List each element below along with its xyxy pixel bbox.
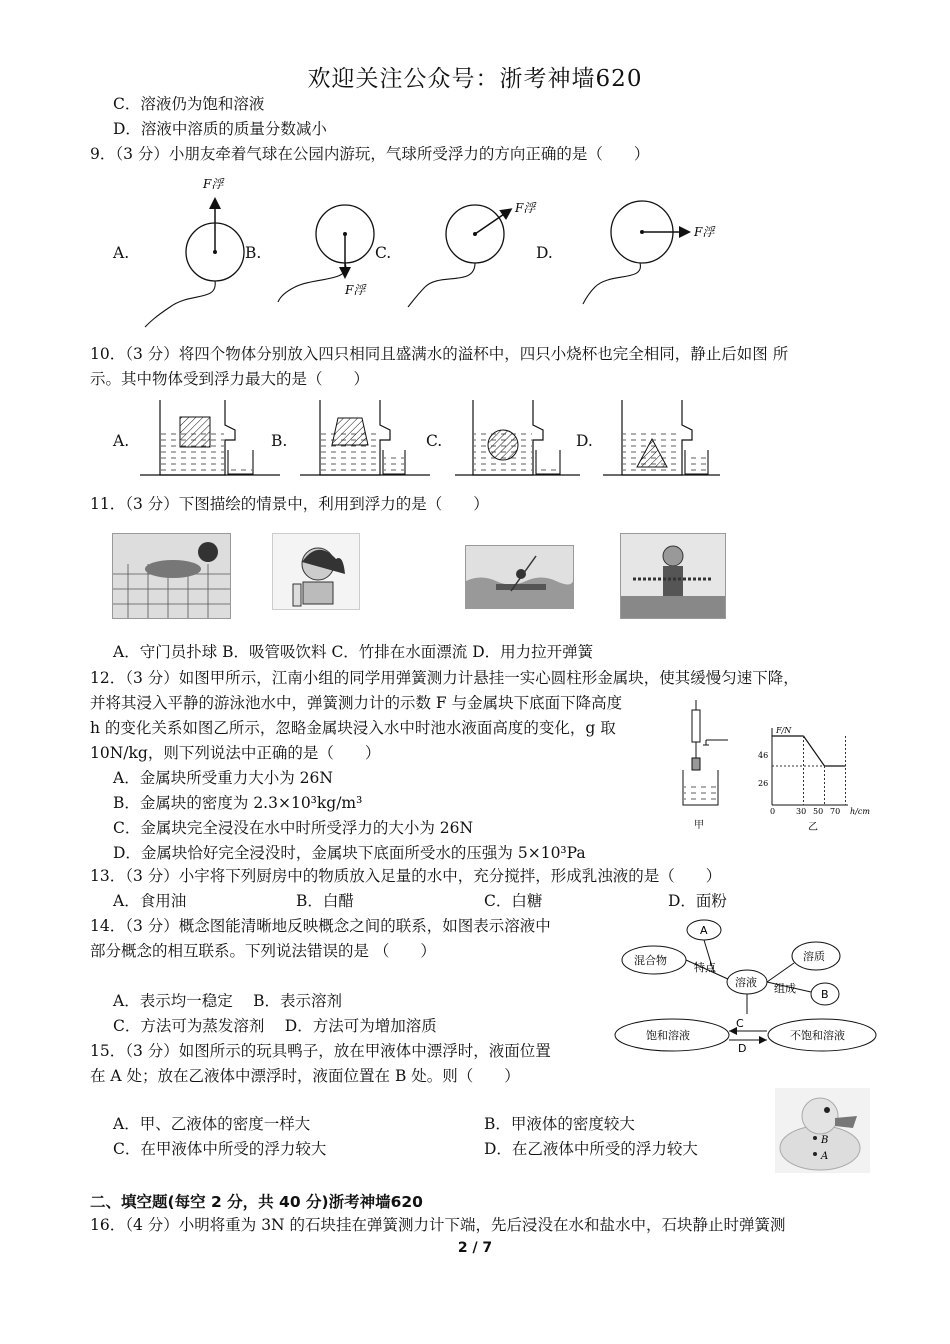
q14-concept-diagram [612, 918, 877, 1058]
node-saturated: 饱和溶液 [646, 1029, 690, 1042]
cup-d-icon [603, 400, 720, 475]
q12-option-b: B．金属块的密度为 2.3×10³kg/m³ [113, 794, 363, 812]
balloon-c-icon [408, 205, 510, 307]
q13-option-b: B．白醋 [296, 892, 354, 910]
force-depth-graph [772, 728, 848, 805]
label-d: D [738, 1042, 747, 1055]
q13-option-a: A．食用油 [113, 892, 187, 910]
q12-figures [680, 700, 870, 835]
balloon-d-icon [583, 201, 688, 304]
cup-b-icon [300, 400, 430, 475]
q12-stem-line4: 10N/kg，则下列说法中正确的是（ ） [90, 744, 381, 762]
q9-label-b: B. [245, 244, 262, 262]
page-header: 欢迎关注公众号：浙考神墙620 [307, 66, 643, 92]
q15-option-b: B．甲液体的密度较大 [484, 1115, 635, 1133]
q13-option-c: C．白糖 [484, 892, 543, 910]
graph-xlabel: h/cm [850, 807, 870, 816]
node-unsaturated: 不饱和溶液 [790, 1029, 845, 1042]
graph-xtick-0: 0 [770, 807, 776, 816]
q10-label-a: A. [113, 432, 130, 450]
q9-force-label-a: F浮 [203, 177, 224, 191]
node-b: B [821, 988, 829, 1001]
q15-option-a: A．甲、乙液体的密度一样大 [113, 1115, 311, 1133]
q8-option-c: C．溶液仍为饱和溶液 [113, 95, 265, 113]
q12-fig-jia-label: 甲 [694, 820, 704, 831]
q15-stem-line2: 在 A 处；放在乙液体中漂浮时，液面位置在 B 处。则（ ） [90, 1067, 520, 1085]
graph-ytick-26: 26 [758, 779, 769, 788]
bamboo-raft-image [465, 545, 574, 609]
cup-a-icon [140, 400, 280, 475]
q9-stem: 9．（3 分）小朋友牵着气球在公园内游玩，气球所受浮力的方向正确的是（ ） [90, 145, 650, 163]
q12-option-c: C．金属块完全浸没在水中时所受浮力的大小为 26N [113, 819, 474, 837]
node-solution: 溶液 [735, 976, 757, 989]
goalkeeper-image [112, 533, 231, 619]
balloon-a-icon [145, 200, 244, 327]
graph-ylabel: F/N [776, 726, 792, 735]
q12-stem-line3: h 的变化关系如图乙所示，忽略金属块浸入水中时池水液面高度的变化，g 取 [90, 719, 616, 737]
label-feature: 特点 [694, 961, 716, 974]
q11-options: A．守门员扑球 B．吸管吸饮料 C．竹排在水面漂流 D．用力拉开弹簧 [113, 643, 594, 661]
section-2-title: 二、填空题(每空 2 分，共 40 分)浙考神墙620 [90, 1193, 423, 1211]
q10-overflow-cup-figures [140, 395, 740, 480]
q14-stem-line1: 14．（3 分）概念图能清晰地反映概念之间的联系，如图表示溶液中 [90, 917, 551, 935]
graph-ytick-46: 46 [758, 751, 769, 760]
q12-stem-line1: 12．（3 分）如图甲所示，江南小组的同学用弹簧测力计悬挂一实心圆柱形金属块，使其缓慢匀速下降， [90, 669, 799, 687]
node-mixture: 混合物 [634, 954, 667, 967]
q8-option-d: D．溶液中溶质的质量分数减小 [113, 120, 327, 138]
q9-force-label-d: F浮 [694, 225, 715, 239]
node-a: A [700, 924, 708, 937]
graph-xtick-50: 50 [813, 807, 824, 816]
duck-mark-b: B [821, 1135, 829, 1146]
q10-label-b: B. [271, 432, 288, 450]
q12-stem-line2: 并将其浸入平静的游泳池水中，弹簧测力计的示数 F 与金属块下底面下降高度 [90, 694, 623, 712]
cup-c-icon [455, 400, 580, 475]
q15-option-d: D．在乙液体中所受的浮力较大 [484, 1140, 698, 1158]
graph-xtick-30: 30 [796, 807, 807, 816]
node-solute: 溶质 [803, 950, 825, 963]
q12-option-a: A．金属块所受重力大小为 26N [113, 769, 333, 787]
q9-balloon-figures [140, 172, 740, 332]
straw-drink-image [272, 533, 360, 610]
graph-xtick-70: 70 [830, 807, 841, 816]
q15-option-c: C．在甲液体中所受的浮力较大 [113, 1140, 327, 1158]
q15-stem-line1: 15．（3 分）如图所示的玩具鸭子，放在甲液体中漂浮时，液面位置 [90, 1042, 551, 1060]
duck-mark-a: A [821, 1151, 829, 1162]
q10-stem-line1: 10．（3 分）将四个物体分别放入四只相同且盛满水的溢杯中，四只小烧杯也完全相同，静止后如图 所 [90, 345, 789, 363]
q9-label-c: C. [375, 244, 392, 262]
q12-option-d: D．金属块恰好完全浸没时，金属块下底面所受水的压强为 5×10³Pa [113, 844, 586, 862]
q9-force-label-b: F浮 [345, 283, 366, 297]
label-compose: 组成 [774, 982, 796, 995]
q10-label-d: D. [576, 432, 593, 450]
q14-options-ab: A．表示均一稳定 B．表示溶剂 [113, 992, 343, 1010]
q9-label-a: A. [113, 244, 130, 262]
q10-stem-line2: 示。其中物体受到浮力最大的是（ ） [90, 370, 370, 388]
q13-stem: 13．（3 分）小宇将下列厨房中的物质放入足量的水中，充分搅拌，形成乳浊液的是（ ） [90, 867, 722, 885]
page-number: 2 / 7 [457, 1240, 493, 1256]
spring-scale-icon [683, 700, 728, 805]
q13-option-d: D．面粉 [668, 892, 727, 910]
toy-duck-image [775, 1088, 870, 1173]
q16-stem: 16．（4 分）小明将重为 3N 的石块挂在弹簧测力计下端，先后浸没在水和盐水中，石块静止时弹簧测 [90, 1216, 786, 1234]
q14-stem-line2: 部分概念的相互联系。下列说法错误的是 （ ） [90, 942, 436, 960]
q9-label-d: D. [536, 244, 553, 262]
q9-force-label-c: F浮 [515, 201, 536, 215]
spring-stretch-image [620, 533, 726, 619]
q11-stem: 11．（3 分）下图描绘的情景中，利用到浮力的是（ ） [90, 495, 489, 513]
q10-label-c: C. [426, 432, 443, 450]
q14-options-cd: C．方法可为蒸发溶剂 D．方法可为增加溶质 [113, 1017, 437, 1035]
label-c: C [736, 1017, 744, 1030]
q12-fig-yi-label: 乙 [808, 822, 818, 833]
